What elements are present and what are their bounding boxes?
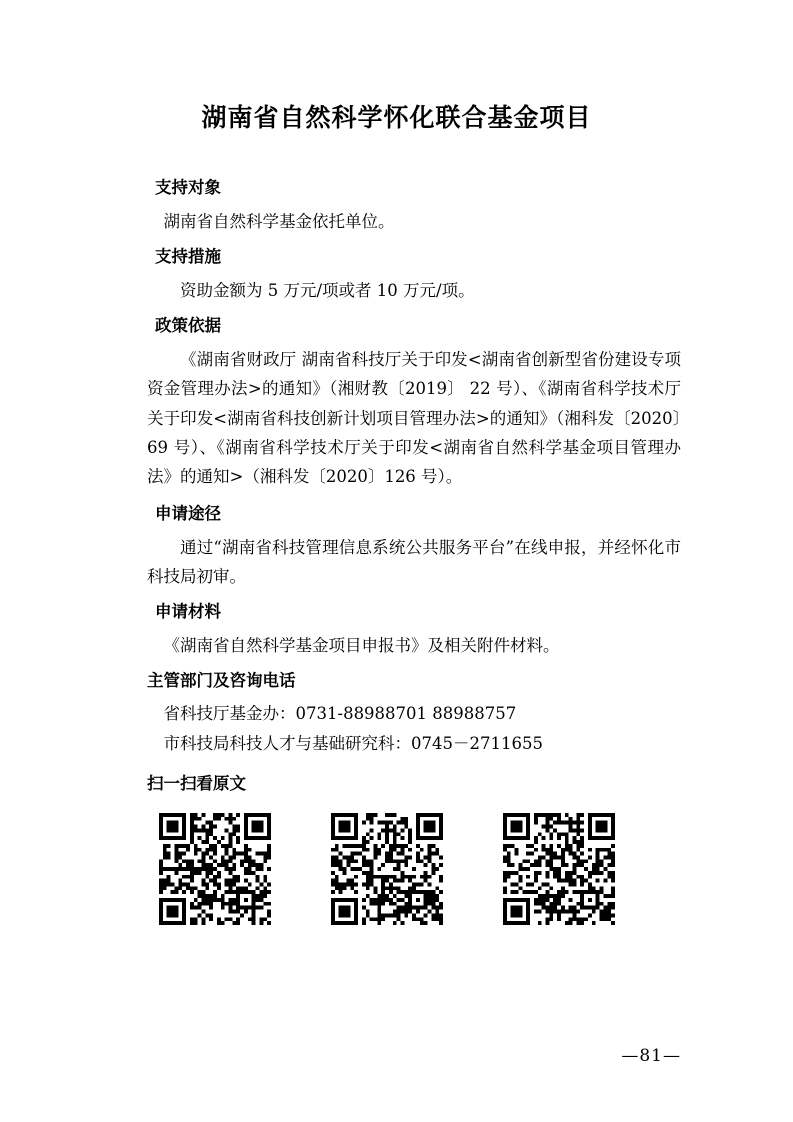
section-application-materials [147,600,681,660]
section-heading: 申请途径 [155,503,221,523]
qr-code-2[interactable] [331,813,443,925]
contact-line-municipal: 市科技局科技人才与基础研究科：0745－2711655 [163,734,543,754]
qr-code-3[interactable] [503,813,615,925]
section-contact [147,669,681,758]
qr-code-row [147,813,681,925]
qr-code-1[interactable] [159,813,271,925]
page-number: —81— [621,1046,681,1066]
section-support-target [147,176,681,236]
section-paragraph: 通过“湖南省科技管理信息系统公共服务平台”在线申报，并经怀化市科技局初审。 [147,537,681,586]
section-heading: 支持措施 [155,247,221,267]
section-paragraph: 资助金额为 5 万元/项或者 10 万元/项。 [180,280,475,300]
section-application-channel [147,502,681,591]
section-heading: 扫一扫看原文 [147,774,246,794]
section-paragraph: 《湖南省自然科学基金项目申报书》及相关附件材料。 [163,635,560,655]
section-policy-basis [147,314,681,492]
section-support-measures [147,245,681,305]
contact-line-provincial: 省科技厅基金办：0731-88988701 88988757 [163,704,517,724]
section-heading: 支持对象 [155,178,221,197]
section-heading: 政策依据 [155,316,221,336]
page-title: 湖南省自然科学怀化联合基金项目 [201,103,592,132]
section-qr [147,772,681,925]
section-paragraph: 湖南省自然科学基金依托单位。 [163,211,395,231]
document-body [0,176,793,925]
section-heading: 申请材料 [155,602,221,622]
section-heading: 主管部门及咨询电话 [147,671,296,691]
section-paragraph: 《湖南省财政厅 湖南省科技厅关于印发<湖南省创新型省份建设专项资金管理办法>的通知》（湘财教〔2019〕 22 号）、《湖南省科学技术厅关于印发<湖南省科技创新计划项目管理办法>的通知》（湘科发〔2020〕69 号）、《湖南省科学技术厅关于印发<湖南省自然科学基金项目管理办法》的通知>（湘科发〔2020〕126 号）。 [147,349,681,487]
